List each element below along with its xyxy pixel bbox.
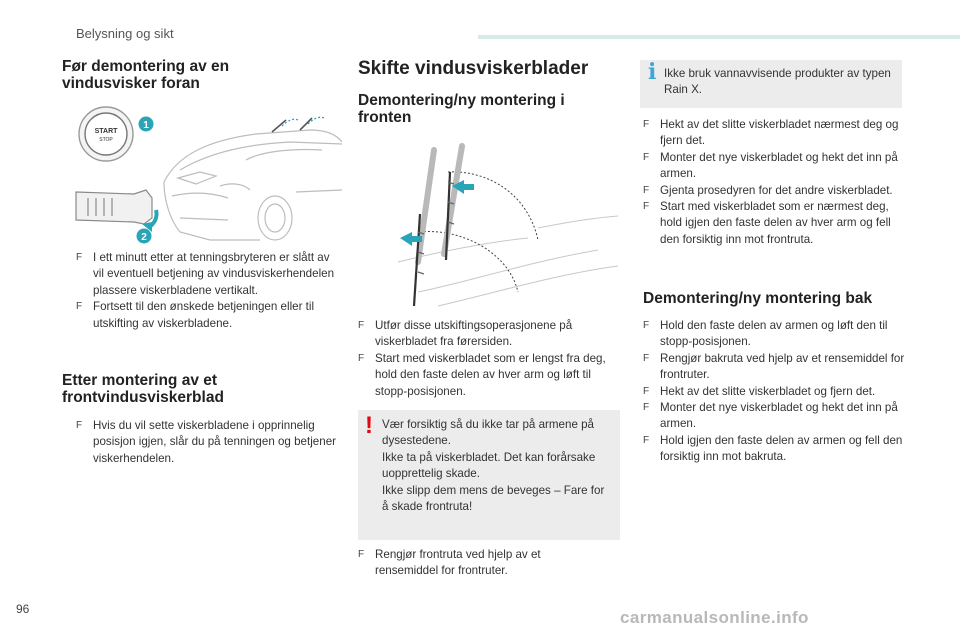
bullet-marker: F: [76, 252, 83, 263]
step-badge-1: 1: [143, 120, 149, 131]
warning-line: Ikke ta på viskerbladet. Det kan forårsake uopprettelig skade.: [382, 450, 596, 481]
col1-title: [62, 58, 292, 92]
front-wiper-illustration: [378, 142, 618, 312]
bullet-marker: F: [358, 352, 365, 364]
watermark: carmanualsonline.info: [620, 608, 809, 627]
info-icon: i: [648, 59, 657, 85]
col3-bullets2: [643, 318, 908, 466]
car-front-illustration: [60, 100, 342, 252]
list-item: F Fortsett til den ønskede betjeningen eller til utskifting av viskerbladene.: [76, 300, 315, 330]
list-item: F Start med viskerbladet som er nærmest deg, hold igjen den faste delen av hver arm og fell den forsiktig inn mot frontruta.: [643, 200, 891, 246]
info-text: Ikke bruk vannavvisende produkter av typen Rain X.: [664, 67, 891, 97]
start-label: START: [94, 128, 118, 135]
bullet-marker: F: [643, 320, 650, 331]
col2-bullets: [358, 318, 606, 400]
col2-bullets2: [358, 547, 606, 580]
warning-line: Ikke slipp dem mens de beveges – Fare for å skade frontruta!: [382, 483, 605, 514]
bullet-marker: F: [643, 352, 650, 364]
col1-bullets2: [76, 418, 338, 467]
col2-subtitle: [358, 92, 578, 126]
list-item: F Hekt av det slitte viskerbladet nærmest deg og fjern det.: [643, 118, 899, 148]
bullet-marker: F: [358, 320, 365, 331]
bullet-marker: F: [643, 201, 650, 213]
warning-icon: !: [365, 412, 373, 439]
list-item: F Monter det nye viskerbladet og hekt det inn på armen.: [643, 401, 898, 431]
warning-line: Vær forsiktig så du ikke tar på armene på dysestedene.: [382, 418, 595, 448]
section-label: Belysning og sikt: [76, 26, 174, 41]
list-item: F Rengjør bakruta ved hjelp av et rensemiddel for frontruter.: [643, 351, 905, 382]
col3-bullets: [643, 117, 905, 248]
info-box: [640, 60, 902, 108]
col1-bullets: [76, 250, 338, 332]
wiper-stalk-illustration: [60, 100, 342, 252]
bullet-marker: F: [643, 184, 650, 196]
bullet-marker: F: [643, 434, 650, 446]
col1-heading2: Etter montering av et frontvindusviskerblad: [62, 372, 224, 406]
stop-label: STOP: [99, 137, 113, 143]
page-title: Skifte vindusviskerblader: [358, 58, 589, 79]
col1-title2: [62, 372, 302, 406]
list-item: F Hold den faste delen av armen og løft den til stopp-posisjonen.: [643, 319, 888, 349]
bullet-marker: F: [76, 301, 83, 313]
list-item: F I ett minutt etter at tenningsbryteren er slått av vil eventuell betjening av vindusviskerhendelen plassere viskerbladene vertikalt.: [76, 251, 335, 297]
page-number: 96: [16, 602, 30, 616]
list-item: F Hekt av det slitte viskerbladet og fjern det.: [643, 384, 908, 400]
col3-heading: Demontering/ny montering bak: [643, 290, 873, 307]
bullet-marker: F: [643, 119, 650, 130]
col3-title2: [643, 290, 913, 307]
list-item: F Rengjør frontruta ved hjelp av et rensemiddel for frontruter.: [358, 548, 541, 578]
list-item: F Hvis du vil sette viskerbladene i opprinnelig posisjon igjen, slår du på tenningen og betjener viskerhendelen.: [76, 419, 336, 465]
list-item: F Hold igjen den faste delen av armen og fell den forsiktig inn mot bakruta.: [643, 433, 903, 464]
col2-title: [358, 58, 628, 80]
step-badge-2: 2: [141, 232, 147, 243]
col1-heading: Før demontering av en vindusvisker foran: [62, 58, 230, 92]
list-item: F Monter det nye viskerbladet og hekt det inn på armen.: [643, 150, 898, 181]
bullet-marker: F: [643, 151, 650, 163]
list-item: F Utfør disse utskiftingsoperasjonene på viskerbladet fra førersiden.: [358, 319, 573, 349]
bullet-marker: F: [76, 420, 83, 431]
list-item: F Gjenta prosedyren for det andre viskerbladet.: [643, 183, 905, 199]
windshield-wiper-diagram: [378, 142, 618, 312]
bullet-marker: F: [643, 402, 650, 414]
col2-heading: Demontering/ny montering i fronten: [358, 92, 565, 126]
bullet-marker: F: [643, 385, 650, 397]
header-accent-bar: [478, 35, 960, 39]
warning-box: [358, 410, 620, 540]
list-item: F Start med viskerbladet som er lengst fra deg, hold den faste delen av hver arm og løft til stopp-posisjonen.: [358, 351, 606, 398]
bullet-marker: F: [358, 549, 365, 560]
